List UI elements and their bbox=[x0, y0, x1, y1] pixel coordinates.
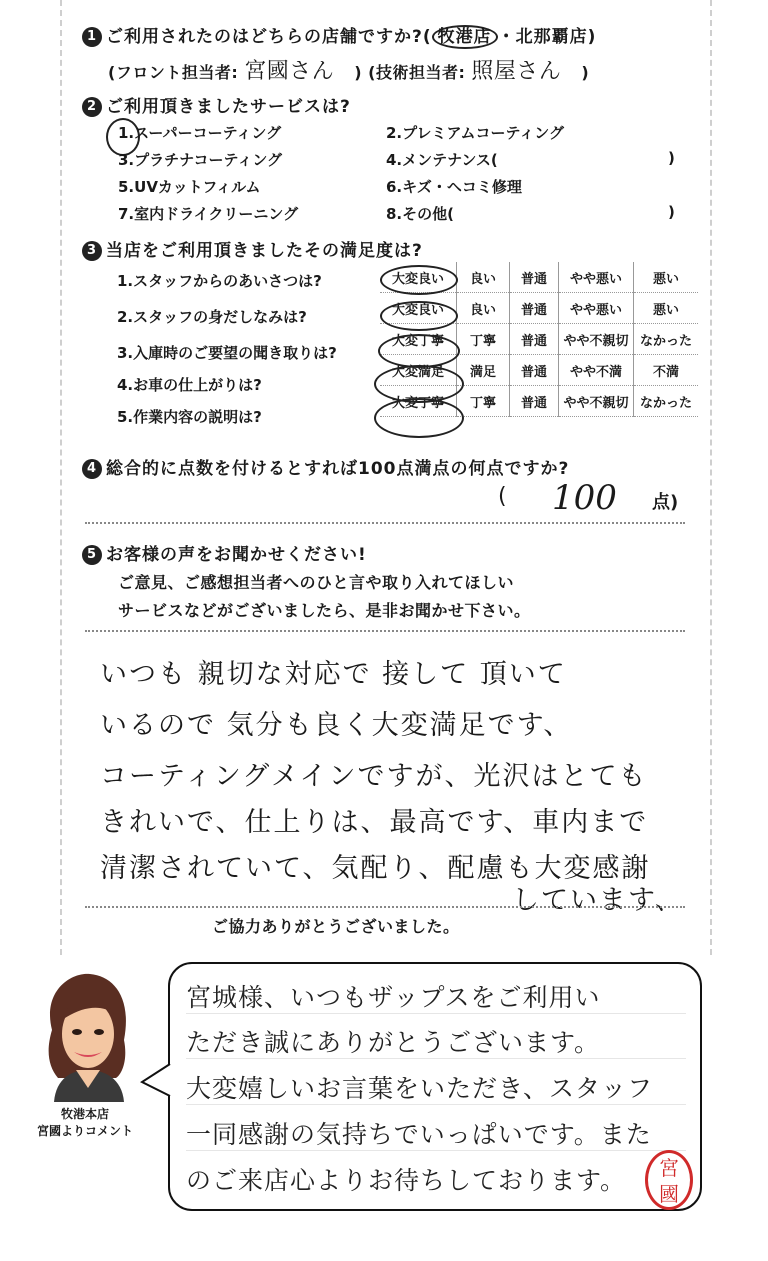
rating-option: 普通 bbox=[510, 386, 559, 417]
comment-line: いつも 親切な対応で 接して 頂いて bbox=[100, 659, 567, 690]
rating-question: 2.スタッフの身だしなみは? bbox=[117, 308, 307, 326]
selection-circle bbox=[380, 301, 458, 331]
paren-close: ) bbox=[668, 203, 675, 221]
selection-circle bbox=[378, 334, 460, 368]
tech-staff-value: 照屋さん bbox=[471, 59, 562, 84]
name-stamp bbox=[645, 1150, 693, 1210]
question-4-text: 総合的に点数を付けるとすれば100点満点の何点ですか? bbox=[106, 459, 570, 479]
bubble-tail bbox=[140, 1062, 172, 1098]
rating-question: 3.入庫時のご要望の聞き取りは? bbox=[117, 344, 337, 362]
rating-option: なかった bbox=[634, 324, 699, 355]
rating-option: 満足 bbox=[457, 355, 510, 386]
rating-option: やや悪い bbox=[559, 262, 634, 293]
rating-option: 不満 bbox=[634, 355, 699, 386]
comment-line: しています、 bbox=[512, 885, 684, 916]
question-1-text: ご利用されたのはどちらの店舗ですか?( bbox=[106, 27, 432, 47]
staff-line bbox=[108, 54, 589, 85]
question-number: 3 bbox=[82, 241, 102, 261]
paren-close: ) bbox=[354, 63, 363, 82]
comment-line: コーティングメインですが、光沢はとても bbox=[100, 761, 648, 792]
rating-option: なかった bbox=[634, 386, 699, 417]
rating-option: 良い bbox=[457, 262, 510, 293]
staff-avatar bbox=[32, 970, 142, 1102]
score-value: 100 bbox=[552, 478, 617, 518]
question-5-sub2: サービスなどがございましたら、是非お聞かせ下さい。 bbox=[118, 601, 531, 620]
front-staff-label: (フロント担当者: bbox=[108, 63, 239, 82]
staff-caption bbox=[20, 1106, 150, 1140]
question-number: 5 bbox=[82, 545, 102, 565]
paren-close: ) bbox=[668, 149, 675, 167]
service-item: 4.メンテナンス( bbox=[386, 151, 498, 169]
rating-option: 大変丁寧 bbox=[380, 324, 457, 355]
question-3 bbox=[82, 236, 423, 261]
rating-option: 大変良い bbox=[380, 293, 457, 324]
service-item: 6.キズ・ヘコミ修理 bbox=[386, 178, 522, 196]
service-item: 7.室内ドライクリーニング bbox=[118, 205, 299, 223]
paren-close: ) bbox=[587, 27, 597, 47]
question-2-text: ご利用頂きましたサービスは? bbox=[106, 97, 351, 117]
question-4 bbox=[82, 454, 569, 479]
question-3-text: 当店をご利用頂きましたその満足度は? bbox=[106, 241, 423, 261]
divider bbox=[85, 630, 685, 632]
service-item: 3.プラチナコーティング bbox=[118, 151, 283, 169]
rating-option: 悪い bbox=[634, 293, 699, 324]
reply-line: ただき誠にありがとうございます。 bbox=[186, 1028, 601, 1057]
divider bbox=[85, 522, 685, 524]
reply-line: 宮城様、いつもザップスをご利用い bbox=[186, 983, 601, 1012]
rating-option: 丁寧 bbox=[457, 324, 510, 355]
selection-circle bbox=[374, 398, 464, 438]
question-2 bbox=[82, 92, 351, 117]
rating-option: 大変良い bbox=[380, 262, 457, 293]
rating-option: 普通 bbox=[510, 355, 559, 386]
divider bbox=[85, 906, 685, 908]
question-5-text: お客様の声をお聞かせください! bbox=[106, 545, 367, 565]
paren-close: ) bbox=[581, 63, 590, 82]
front-staff-value: 宮國さん bbox=[244, 59, 335, 84]
rating-option: 大変丁寧 bbox=[380, 386, 457, 417]
rating-option: 普通 bbox=[510, 293, 559, 324]
question-number: 1 bbox=[82, 27, 102, 47]
rating-question: 1.スタッフからのあいさつは? bbox=[117, 272, 322, 290]
service-item: 8.その他( bbox=[386, 205, 454, 223]
service-item: 5.UVカットフィルム bbox=[118, 178, 261, 196]
stamp-text: 宮國 bbox=[659, 1156, 679, 1206]
question-number: 4 bbox=[82, 459, 102, 479]
reply-line: 一同感謝の気持ちでいっぱいです。また bbox=[186, 1120, 652, 1149]
question-1 bbox=[82, 22, 596, 47]
question-5-sub1: ご意見、ご感想担当者へのひと言や取り入れてほしい bbox=[118, 573, 515, 592]
rating-option: やや悪い bbox=[559, 293, 634, 324]
rating-option: やや不満 bbox=[559, 355, 634, 386]
comment-line: いるので 気分も良く大変満足です、 bbox=[100, 710, 573, 741]
tech-staff-label: (技術担当者: bbox=[368, 63, 466, 82]
rating-option: やや不親切 bbox=[559, 386, 634, 417]
service-item: 2.プレミアムコーティング bbox=[386, 124, 564, 142]
rating-question: 5.作業内容の説明は? bbox=[117, 408, 262, 426]
comment-line: きれいで、仕上りは、最高です、車内まで bbox=[100, 807, 649, 838]
score-open: ( bbox=[498, 484, 507, 509]
thanks-text: ご協力ありがとうございました。 bbox=[212, 917, 460, 936]
rating-question: 4.お車の仕上がりは? bbox=[117, 376, 262, 394]
selection-circle bbox=[380, 265, 458, 295]
service-item: 1.スーパーコーティング bbox=[118, 124, 282, 142]
comment-line: 清潔されていて、気配り、配慮も大変感謝 bbox=[100, 853, 651, 884]
rating-option: やや不親切 bbox=[559, 324, 634, 355]
rating-option: 普通 bbox=[510, 262, 559, 293]
selected-store: 牧港店 bbox=[432, 25, 498, 49]
rating-option: 悪い bbox=[634, 262, 699, 293]
staff-comment-label: 宮國よりコメント bbox=[36, 1124, 133, 1138]
score-unit: 点) bbox=[652, 492, 679, 513]
reply-line: 大変嬉しいお言葉をいただき、スタッフ bbox=[186, 1074, 654, 1103]
rating-option: 良い bbox=[457, 293, 510, 324]
rating-option: 大変満足 bbox=[380, 355, 457, 386]
rating-option: 丁寧 bbox=[457, 386, 510, 417]
question-number: 2 bbox=[82, 97, 102, 117]
other-store: ・北那覇店 bbox=[497, 27, 588, 47]
question-5 bbox=[82, 540, 367, 565]
rating-option: 普通 bbox=[510, 324, 559, 355]
staff-store: 牧港本店 bbox=[60, 1107, 109, 1121]
reply-line: のご来店心よりお待ちしております。 bbox=[186, 1166, 627, 1195]
